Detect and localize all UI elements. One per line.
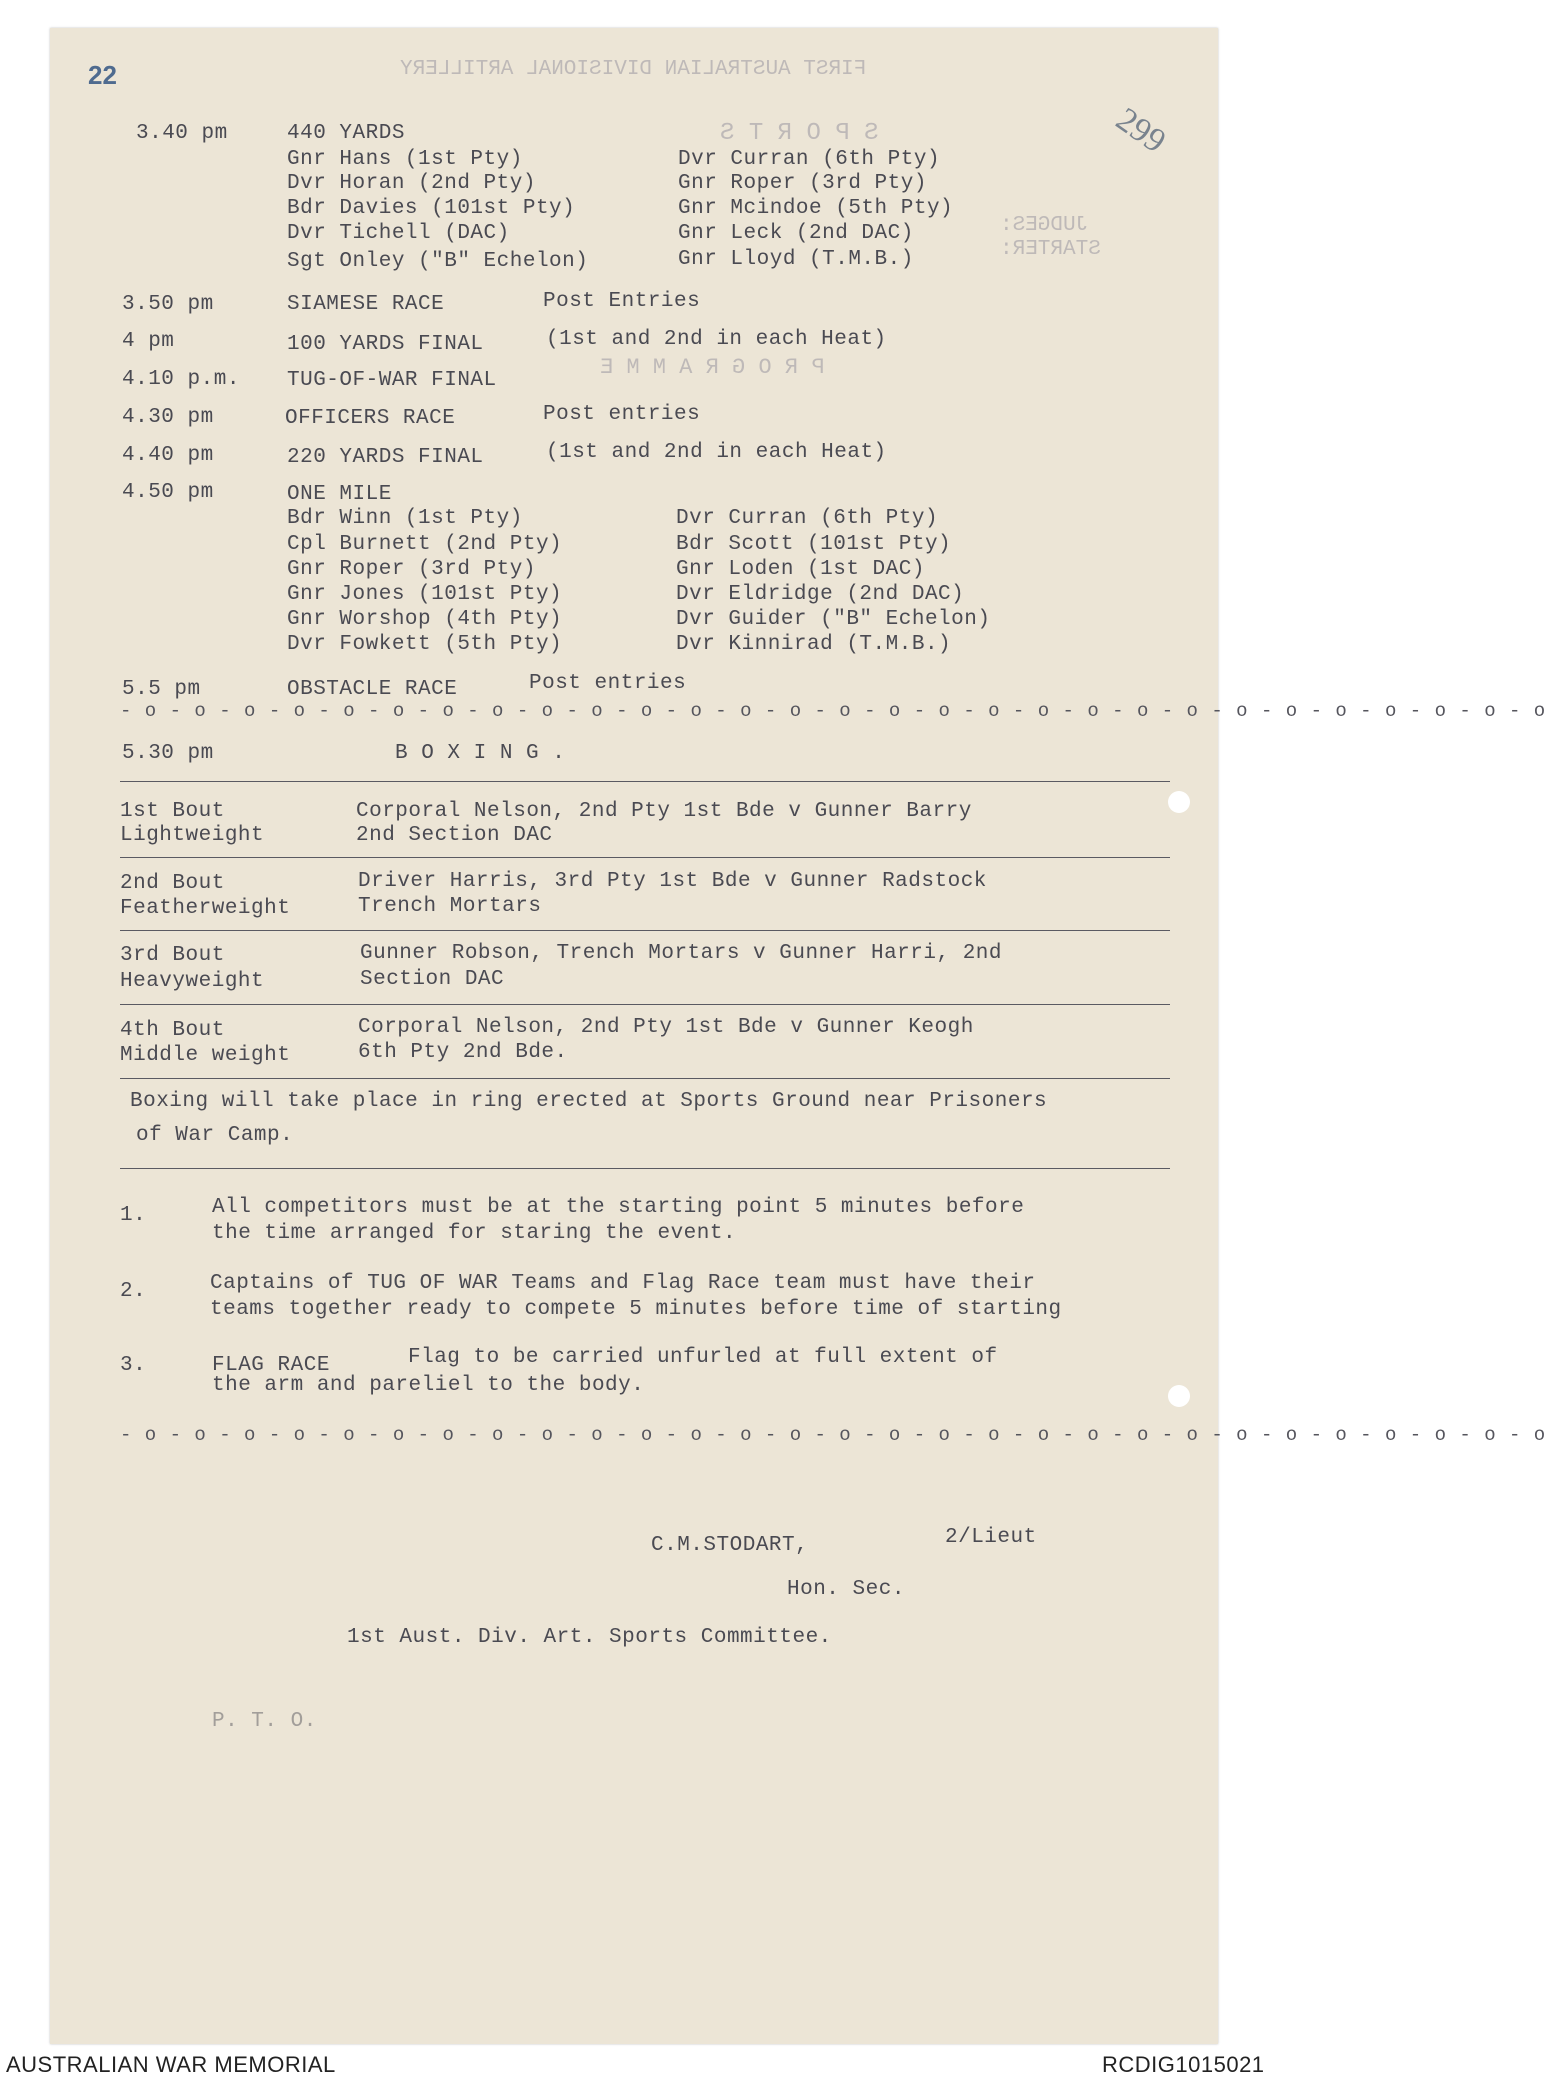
divider-line	[120, 1168, 1170, 1169]
event-name: OBSTACLE RACE	[287, 678, 458, 701]
bout-number: 1st Bout	[120, 800, 225, 823]
bout-number: 2nd Bout	[120, 872, 225, 895]
signatory-name: C.M.STODART,	[651, 1534, 809, 1557]
divider-dashes: - o - o - o - o - o - o - o - o - o - o - o - o - o - o - o - o - o - o - o - o - o - o - o - o - o - o - o - o - o	[120, 700, 1546, 722]
event-note: Post entries	[543, 403, 701, 426]
entrant: Bdr Winn (1st Pty)	[287, 507, 523, 530]
note-text: the arm and pareliel to the body.	[212, 1374, 645, 1397]
entrant: Gnr Worshop (4th Pty)	[287, 608, 563, 631]
event-time: 5.30 pm	[122, 742, 214, 765]
bout-fighters: 2nd Section DAC	[356, 824, 553, 847]
divider-line	[120, 781, 1170, 782]
entrant: Cpl Burnett (2nd Pty)	[287, 533, 563, 556]
archive-stamp-number: 299	[1109, 100, 1173, 161]
signatory-title: Hon. Sec.	[787, 1578, 905, 1601]
entrant: Bdr Scott (101st Pty)	[676, 533, 952, 556]
entrant: Gnr Hans (1st Pty)	[287, 148, 523, 171]
footer-archive-name: AUSTRALIAN WAR MEMORIAL	[6, 2052, 336, 2077]
divider-line	[120, 857, 1170, 858]
entrant: Gnr Roper (3rd Pty)	[678, 172, 927, 195]
pto-note: P. T. O.	[212, 1710, 317, 1733]
ghost-starter: STARTER:	[1000, 238, 1101, 261]
punch-hole	[1168, 791, 1190, 813]
note-number: 2.	[120, 1280, 147, 1303]
bout-weight: Lightweight	[120, 824, 265, 847]
divider-line	[120, 1078, 1170, 1079]
ghost-programme: P R O G R A M M E	[600, 355, 825, 380]
event-time: 5.5 pm	[122, 678, 201, 701]
entrant: Dvr Eldridge (2nd DAC)	[676, 583, 965, 606]
ghost-sports: S P O R T S	[720, 120, 879, 147]
event-note: (1st and 2nd in each Heat)	[546, 328, 887, 351]
event-name: SIAMESE RACE	[287, 293, 445, 316]
entrant: Gnr Mcindoe (5th Pty)	[678, 197, 954, 220]
event-time: 4.50 pm	[122, 481, 214, 504]
event-time: 3.50 pm	[122, 293, 214, 316]
event-time: 4.30 pm	[122, 406, 214, 429]
event-name: 100 YARDS FINAL	[287, 333, 484, 356]
signatory-rank: 2/Lieut	[945, 1526, 1037, 1549]
divider-line	[120, 1004, 1170, 1005]
bout-fighters: Corporal Nelson, 2nd Pty 1st Bde v Gunner Keogh	[358, 1016, 974, 1039]
entrant: Dvr Tichell (DAC)	[287, 222, 510, 245]
event-name: 220 YARDS FINAL	[287, 446, 484, 469]
entrant: Gnr Leck (2nd DAC)	[678, 222, 914, 245]
event-time: 4 pm	[122, 330, 175, 353]
divider-dashes: - o - o - o - o - o - o - o - o - o - o - o - o - o - o - o - o - o - o - o - o - o - o - o - o - o - o - o - o - o	[120, 1424, 1546, 1446]
entrant: Dvr Fowkett (5th Pty)	[287, 633, 563, 656]
bout-number: 4th Bout	[120, 1019, 225, 1042]
event-name: TUG-OF-WAR FINAL	[287, 369, 497, 392]
entrant: Gnr Loden (1st DAC)	[676, 558, 925, 581]
note-text: Flag to be carried unfurled at full extent of	[408, 1346, 998, 1369]
bout-fighters: Trench Mortars	[358, 895, 542, 918]
boxing-note: Boxing will take place in ring erected at Sports Ground near Prisoners	[130, 1090, 1048, 1113]
ghost-judges: JUDGES:	[1000, 214, 1089, 237]
event-time: 3.40 pm	[136, 122, 228, 145]
page-number: 22	[88, 60, 117, 90]
bout-weight: Heavyweight	[120, 970, 265, 993]
entrant: Gnr Lloyd (T.M.B.)	[678, 248, 914, 271]
entrant: Sgt Onley ("B" Echelon)	[287, 250, 589, 273]
bout-weight: Middle weight	[120, 1044, 291, 1067]
bout-fighters: Driver Harris, 3rd Pty 1st Bde v Gunner Radstock	[358, 870, 987, 893]
punch-hole	[1168, 1385, 1190, 1407]
event-name: OFFICERS RACE	[285, 407, 456, 430]
event-name: 440 YARDS	[287, 122, 405, 145]
entrant: Gnr Jones (101st Pty)	[287, 583, 563, 606]
bout-fighters: Section DAC	[360, 968, 505, 991]
note-number: 3.	[120, 1354, 147, 1377]
note-text: Captains of TUG OF WAR Teams and Flag Race team must have their	[210, 1272, 1036, 1295]
entrant: Gnr Roper (3rd Pty)	[287, 558, 536, 581]
footer-record-id: RCDIG1015021	[1102, 2052, 1265, 2077]
event-note: Post entries	[529, 672, 687, 695]
bout-fighters: Gunner Robson, Trench Mortars v Gunner Harri, 2nd	[360, 942, 1003, 965]
entrant: Dvr Guider ("B" Echelon)	[676, 608, 991, 631]
event-time: 4.40 pm	[122, 444, 214, 467]
bout-fighters: 6th Pty 2nd Bde.	[358, 1041, 568, 1064]
bout-number: 3rd Bout	[120, 944, 225, 967]
entrant: Dvr Curran (6th Pty)	[676, 507, 939, 530]
bout-weight: Featherweight	[120, 897, 291, 920]
ghost-header: FIRST AUSTRALIAN DIVISIONAL ARTILLERY	[400, 58, 867, 81]
note-text: All competitors must be at the starting point 5 minutes before	[212, 1196, 1025, 1219]
committee-name: 1st Aust. Div. Art. Sports Committee.	[347, 1626, 832, 1649]
note-text: teams together ready to compete 5 minutes before time of starting	[210, 1298, 1062, 1321]
entrant: Dvr Kinnirad (T.M.B.)	[676, 633, 952, 656]
event-note: (1st and 2nd in each Heat)	[546, 441, 887, 464]
boxing-heading: B O X I N G .	[395, 742, 566, 765]
divider-line	[120, 930, 1170, 931]
boxing-note: of War Camp.	[136, 1124, 294, 1147]
bout-fighters: Corporal Nelson, 2nd Pty 1st Bde v Gunner Barry	[356, 800, 972, 823]
event-time: 4.10 p.m.	[122, 368, 240, 391]
event-name: ONE MILE	[287, 483, 392, 506]
note-number: 1.	[120, 1204, 147, 1227]
note-title: FLAG RACE	[212, 1354, 330, 1377]
note-text: the time arranged for staring the event.	[212, 1222, 737, 1245]
entrant: Dvr Curran (6th Pty)	[678, 148, 941, 171]
entrant: Dvr Horan (2nd Pty)	[287, 172, 536, 195]
entrant: Bdr Davies (101st Pty)	[287, 197, 576, 220]
event-note: Post Entries	[543, 290, 701, 313]
